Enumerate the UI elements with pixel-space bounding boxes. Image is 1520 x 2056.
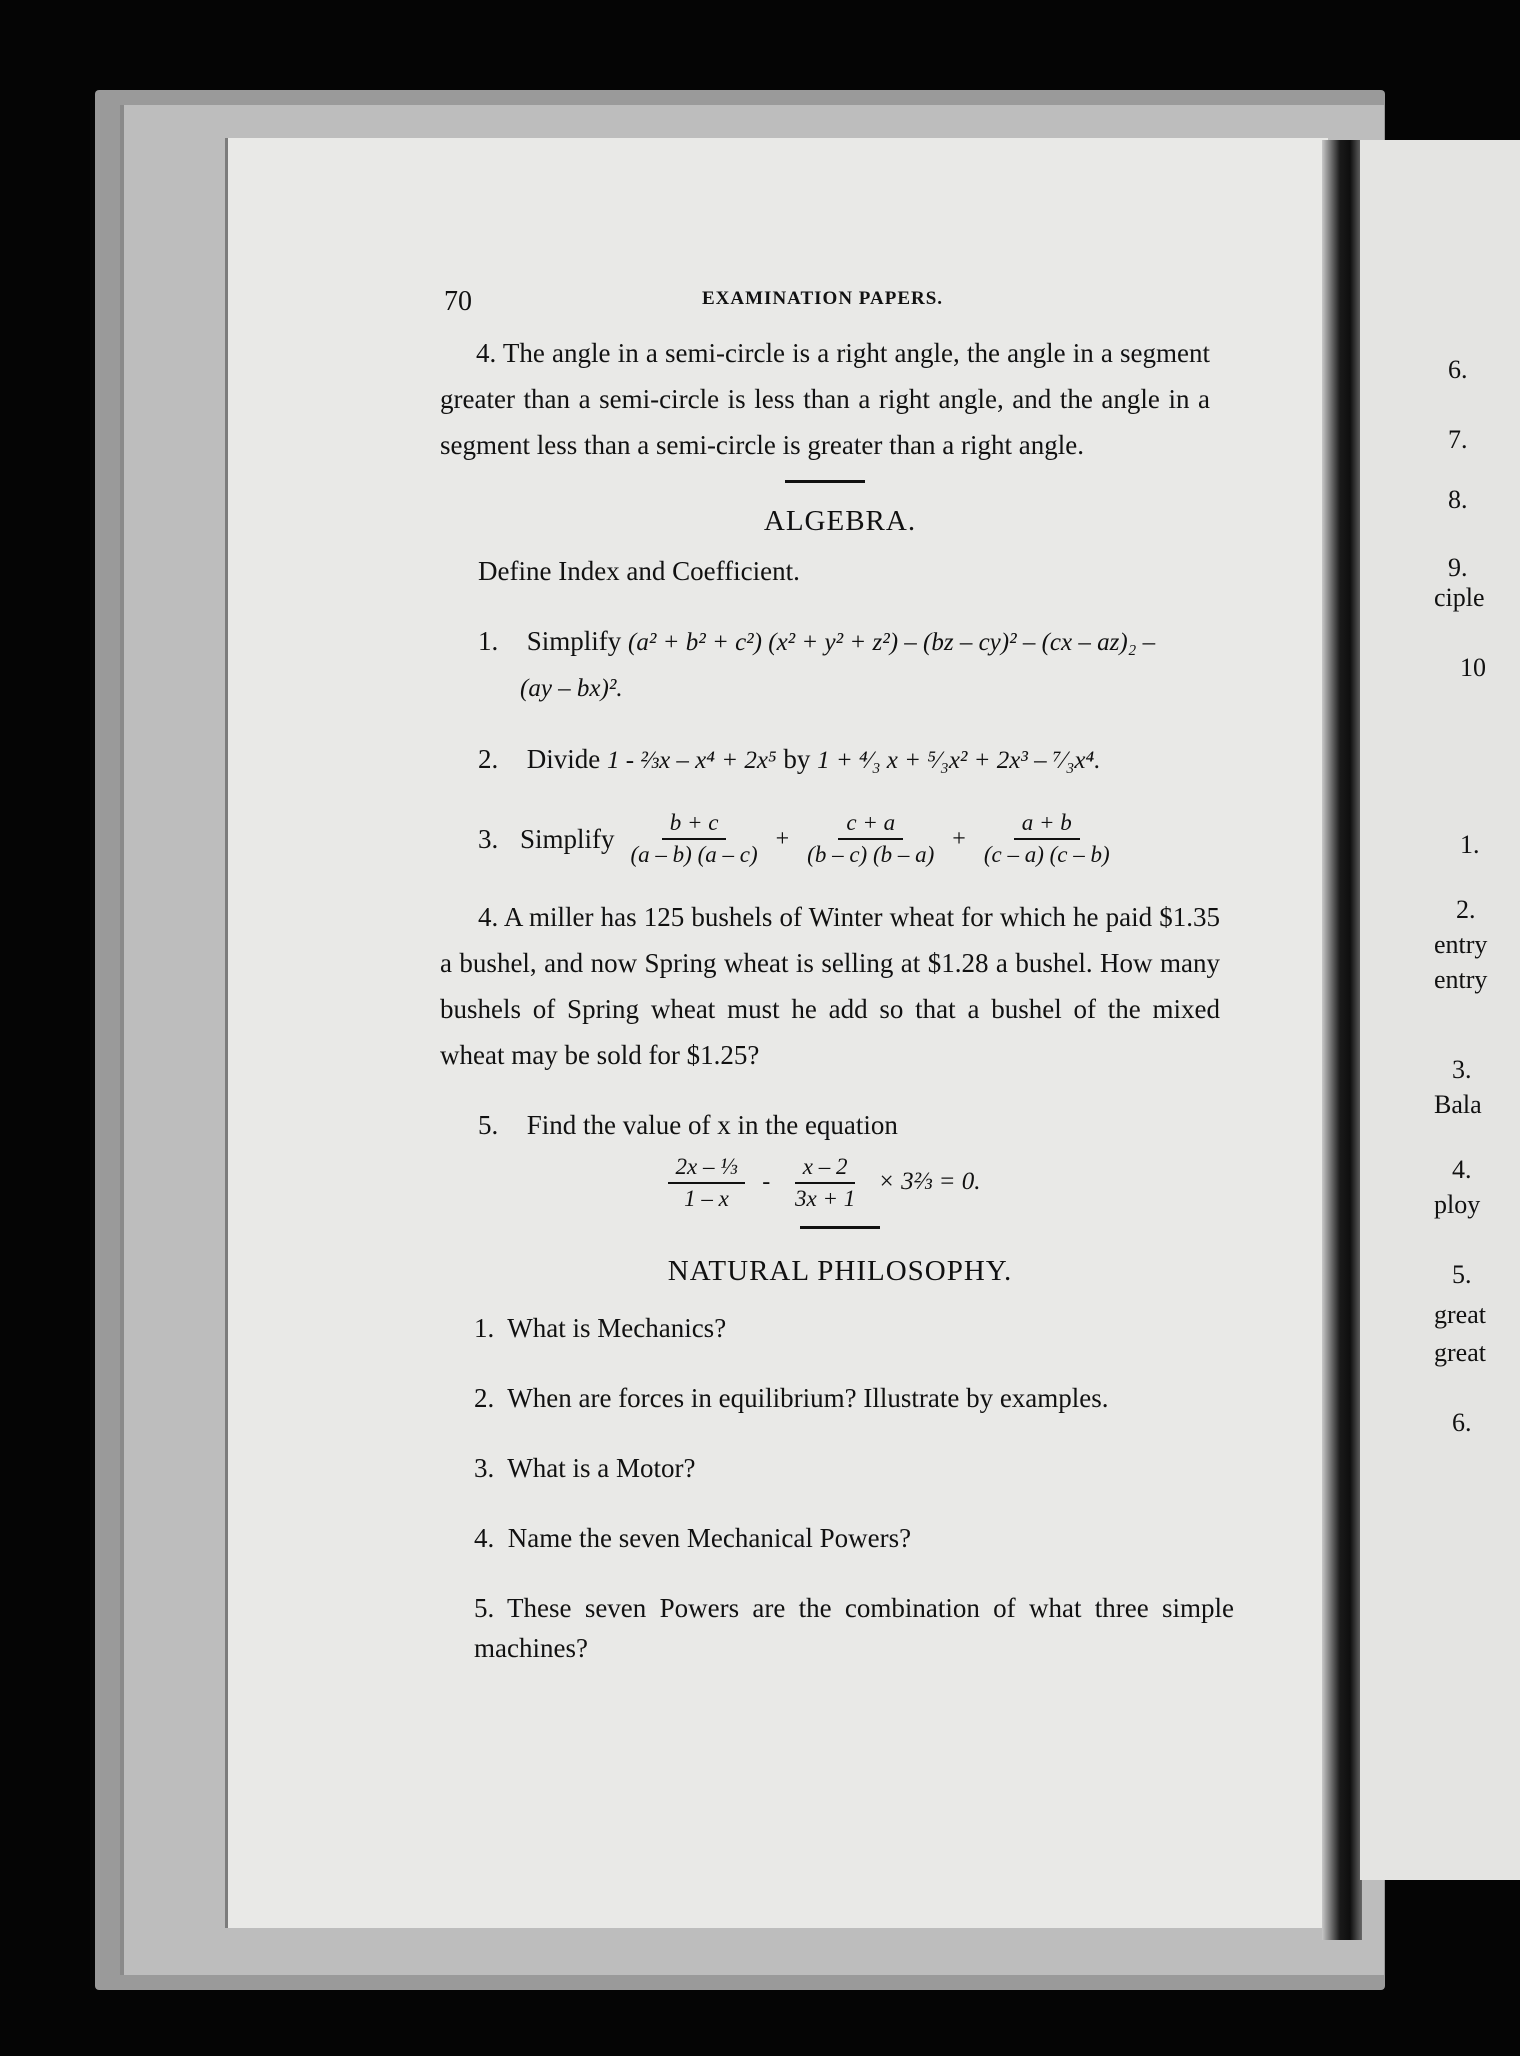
facing-text: 8.	[1448, 485, 1468, 514]
facing-text: 7.	[1448, 425, 1468, 454]
facing-text: great	[1434, 1300, 1486, 1329]
facing-text: 3.	[1452, 1055, 1472, 1084]
question-expression-cont: (ay – bx)².	[520, 675, 623, 702]
running-head: EXAMINATION PAPERS.	[702, 288, 944, 309]
fraction	[799, 808, 942, 870]
algebra-title: ALGEBRA.	[763, 505, 917, 537]
question-expression: 1 + ⁴⁄₃ x + ⁵⁄₃x² + 2x³ – ⁷⁄₃x⁴.	[817, 747, 1101, 774]
philosophy-question-4: 4. Name the seven Mechanical Powers?	[474, 1523, 912, 1553]
denominator: 3x + 1	[794, 1186, 856, 1211]
page-number: 70	[444, 286, 472, 317]
facing-text: 5.	[1452, 1260, 1472, 1289]
philosophy-question-5: 5. These seven Powers are the combination of what three simple machines?	[474, 1593, 1234, 1663]
facing-page	[1360, 140, 1520, 1880]
question-label: Divide	[526, 744, 601, 774]
philosophy-question-3: 3. What is a Motor?	[474, 1453, 696, 1483]
page-header	[440, 280, 1240, 326]
numerator: b + c	[662, 808, 727, 840]
numerator: x – 2	[795, 1152, 856, 1184]
numerator: a + b	[1014, 808, 1080, 840]
natural-philosophy-title: NATURAL PHILOSOPHY.	[667, 1255, 1013, 1287]
facing-text: great	[1434, 1338, 1486, 1367]
question-expression: 1 - ⅔x – x⁴ + 2x⁵	[607, 747, 777, 774]
denominator: (b – c) (b – a)	[807, 842, 935, 867]
fraction	[787, 1152, 863, 1214]
facing-text: 1.	[1460, 830, 1480, 859]
plus-sign: +	[775, 826, 790, 852]
question-expression: (a² + b² + c²) (x² + y² + z²) – (bz – cy)² – (cx – az)₂ –	[628, 629, 1156, 656]
facing-text: ciple	[1434, 583, 1485, 612]
plus-sign: +	[952, 826, 966, 852]
facing-text: 10	[1460, 653, 1486, 682]
facing-text: 6.	[1452, 1408, 1472, 1437]
section-rule	[785, 480, 865, 483]
question-number: 3.	[478, 824, 499, 854]
algebra-question-3	[440, 808, 1240, 870]
philosophy-question-2: 2. When are forces in equilibrium? Illustrate by examples.	[474, 1383, 1109, 1413]
page-content	[440, 280, 1240, 1698]
question-number: 5.	[478, 1110, 499, 1140]
numerator: 2x – ⅓	[668, 1152, 746, 1184]
fraction	[668, 1152, 746, 1214]
section-rule	[800, 1226, 880, 1229]
algebra-question-2	[440, 736, 1240, 784]
facing-text: 4.	[1452, 1155, 1472, 1184]
question-label: Simplify	[520, 824, 615, 854]
facing-text: entry	[1434, 930, 1488, 959]
denominator: (a – b) (a – c)	[630, 842, 758, 867]
question-word: by	[783, 744, 811, 774]
denominator: 1 – x	[684, 1186, 729, 1211]
facing-text: Bala	[1434, 1090, 1482, 1119]
fraction	[623, 808, 766, 870]
geometry-item-4: 4. The angle in a semi-circle is a right angle, the angle in a segment greater than a semi-circle is less than a right angle, and the angle in a segment less than a semi-circle is greater than a right angle.	[440, 338, 1210, 460]
question-label: Simplify	[526, 626, 622, 656]
minus-sign: -	[762, 1169, 771, 1196]
equation	[400, 1152, 1240, 1214]
algebra-define: Define Index and Coefficient.	[478, 556, 800, 586]
book-gutter	[1322, 140, 1362, 1940]
denominator: (c – a) (c – b)	[983, 842, 1110, 867]
algebra-question-1	[440, 618, 1240, 712]
question-number: 2.	[478, 744, 499, 774]
algebra-question-4: 4. A miller has 125 bushels of Winter wheat for which he paid $1.35 a bushel, and now Spring wheat is selling at $1.28 a bushel. How many bushels of Spring wheat must he add so that a bushel of the mixed wheat may be sold for $1.25?	[440, 902, 1220, 1070]
question-number: 1.	[478, 626, 499, 656]
facing-text: 6.	[1448, 355, 1468, 384]
numerator: c + a	[838, 808, 903, 840]
fraction	[976, 808, 1118, 870]
equation-tail: × 3⅔ = 0.	[877, 1168, 981, 1196]
algebra-question-5	[440, 1102, 1240, 1148]
facing-text: entry	[1434, 965, 1488, 994]
facing-text: 9.	[1448, 553, 1468, 582]
philosophy-question-1: 1. What is Mechanics?	[474, 1313, 727, 1343]
facing-text: 2.	[1456, 895, 1476, 924]
question-text: Find the value of x in the equation	[526, 1110, 898, 1140]
facing-text: ploy	[1434, 1190, 1481, 1219]
